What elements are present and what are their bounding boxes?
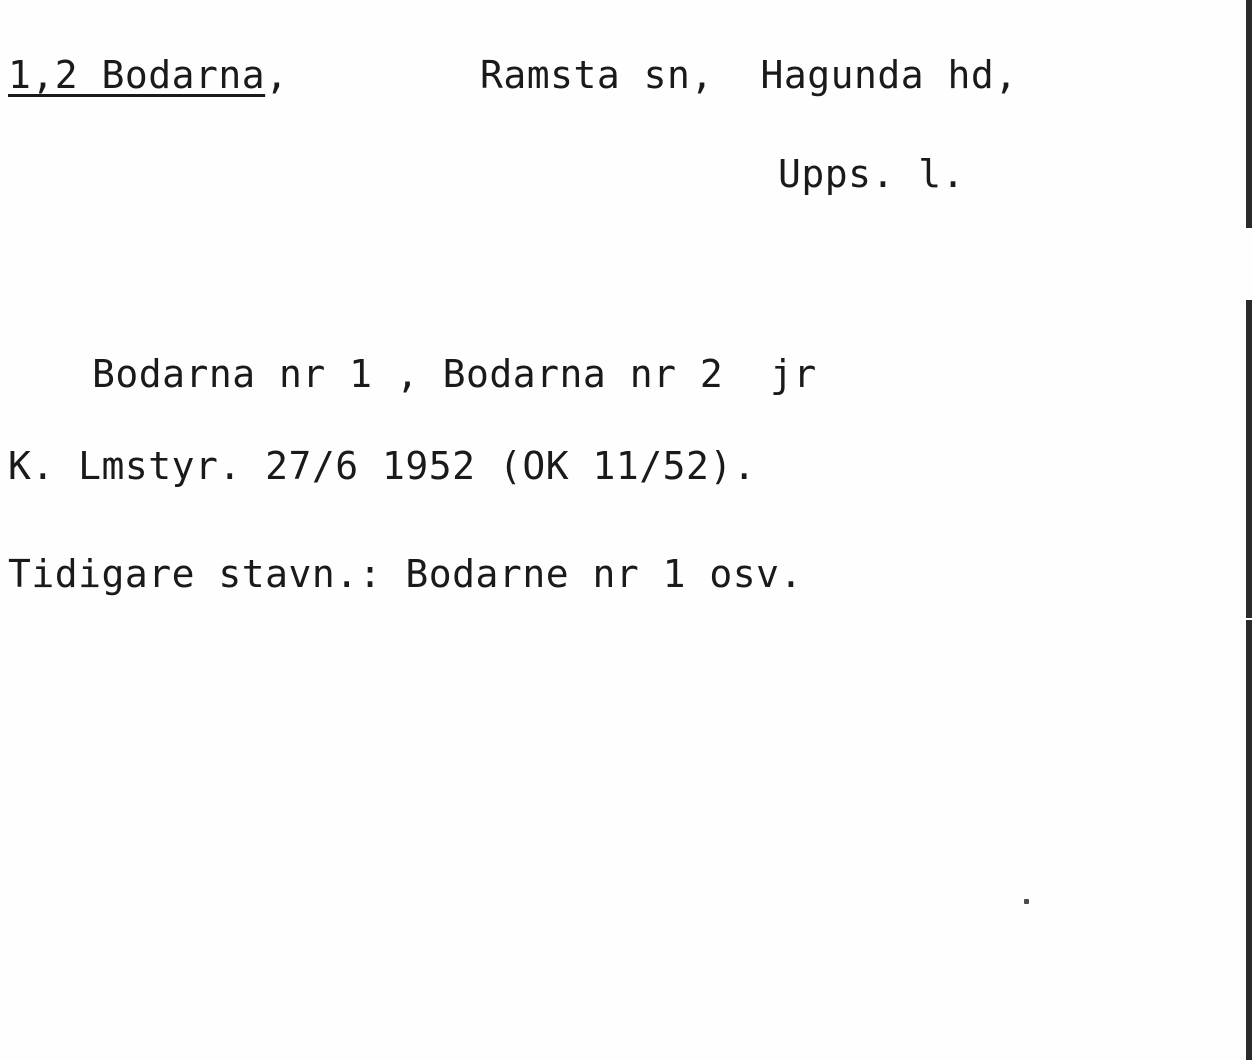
- card-body-line-2: K. Lmstyr. 27/6 1952 (OK 11/52).: [8, 444, 757, 488]
- card-parish-district: Ramsta sn, Hagunda hd,: [480, 53, 1018, 97]
- scan-edge-strip-middle: [1246, 300, 1252, 618]
- card-body-line-3: Tidigare stavn.: Bodarne nr 1 osv.: [8, 552, 803, 596]
- card-county: Upps. l.: [778, 152, 966, 196]
- card-body-line-1: Bodarna nr 1 , Bodarna nr 2 jr: [92, 352, 817, 396]
- scan-edge-strip-top: [1246, 0, 1252, 228]
- scan-edge-strip-bottom: [1246, 620, 1252, 1060]
- stray-ink-dot: [1024, 899, 1029, 904]
- card-lemma-comma: ,: [265, 53, 289, 97]
- card-lemma-underlined: 1,2 Bodarna: [8, 53, 266, 97]
- card-lemma-heading: [8, 53, 289, 97]
